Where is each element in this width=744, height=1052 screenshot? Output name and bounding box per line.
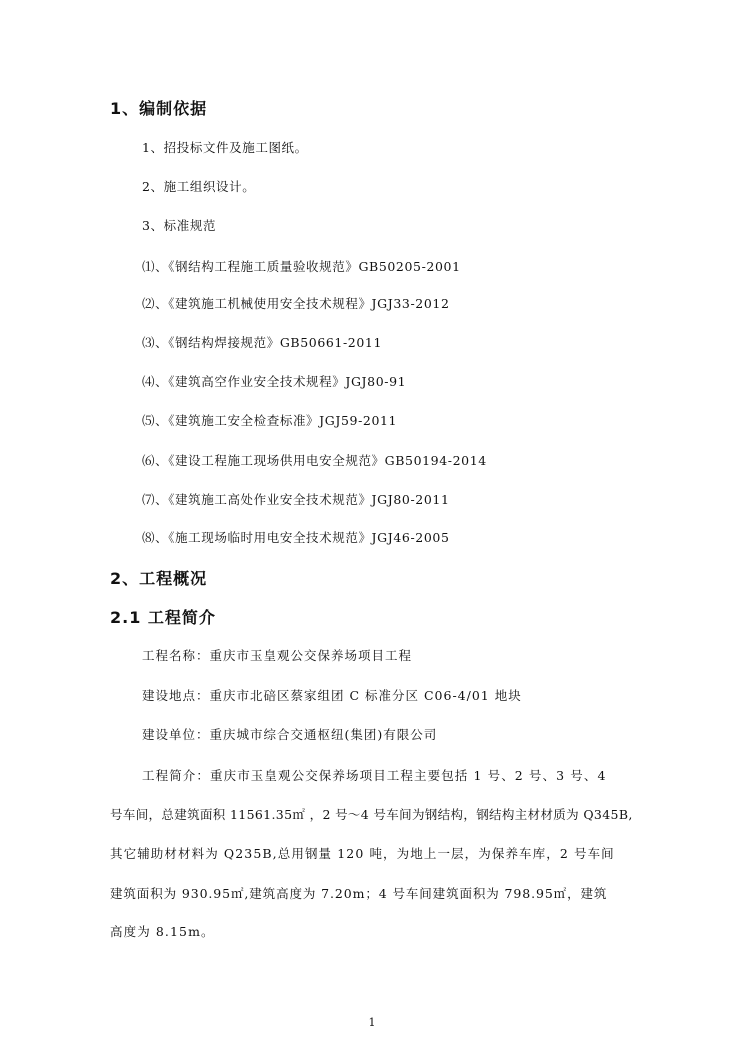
intro-line-5: 高度为 8.15m。 (110, 924, 215, 939)
section-2-1-heading: 2.1 工程简介 (110, 608, 216, 627)
basis-item-2: 2、施工组织设计。 (142, 179, 256, 194)
standard-item-1: ⑴、《钢结构工程施工质量验收规范》GB50205-2001 (142, 259, 461, 274)
standard-item-6: ⑹、《建设工程施工现场供用电安全规范》GB50194-2014 (142, 453, 487, 468)
intro-line-3: 其它辅助材材料为 Q235B,总用钢量 120 吨，为地上一层，为保养车库，2 号车间 (110, 846, 615, 861)
basis-item-3: 3、标准规范 (142, 218, 217, 233)
standard-item-3: ⑶、《钢结构焊接规范》GB50661-2011 (142, 335, 383, 350)
standard-item-7: ⑺、《建筑施工高处作业安全技术规范》JGJ80-2011 (142, 492, 450, 507)
standard-item-5: ⑸、《建筑施工安全检查标准》JGJ59-2011 (142, 413, 398, 428)
intro-line-2: 号车间，总建筑面积 11561.35㎡ ，2 号～4 号车间为钢结构，钢结构主材材质为 Q345B, (110, 807, 633, 822)
standard-item-2: ⑵、《建筑施工机械使用安全技术规程》JGJ33-2012 (142, 296, 450, 311)
project-owner: 建设单位：重庆城市综合交通枢纽(集团)有限公司 (142, 727, 438, 742)
section-2-heading: 2、工程概况 (110, 569, 208, 588)
intro-line-4: 建筑面积为 930.95㎡,建筑高度为 7.20m；4 号车间建筑面积为 798.95㎡，建筑 (110, 886, 608, 901)
page-number: 1 (368, 1016, 376, 1029)
standard-item-4: ⑷、《建筑高空作业安全技术规程》JGJ80-91 (142, 374, 407, 389)
basis-item-1: 1、招投标文件及施工图纸。 (142, 140, 308, 155)
section-1-heading: 1、编制依据 (110, 99, 208, 118)
intro-line-1: 工程简介：重庆市玉皇观公交保养场项目工程主要包括 1 号、2 号、3 号、4 (142, 768, 607, 783)
project-name: 工程名称：重庆市玉皇观公交保养场项目工程 (142, 648, 413, 663)
project-location: 建设地点：重庆市北碚区蔡家组团 C 标准分区 C06-4/01 地块 (142, 688, 522, 703)
standard-item-8: ⑻、《施工现场临时用电安全技术规范》JGJ46-2005 (142, 530, 450, 545)
